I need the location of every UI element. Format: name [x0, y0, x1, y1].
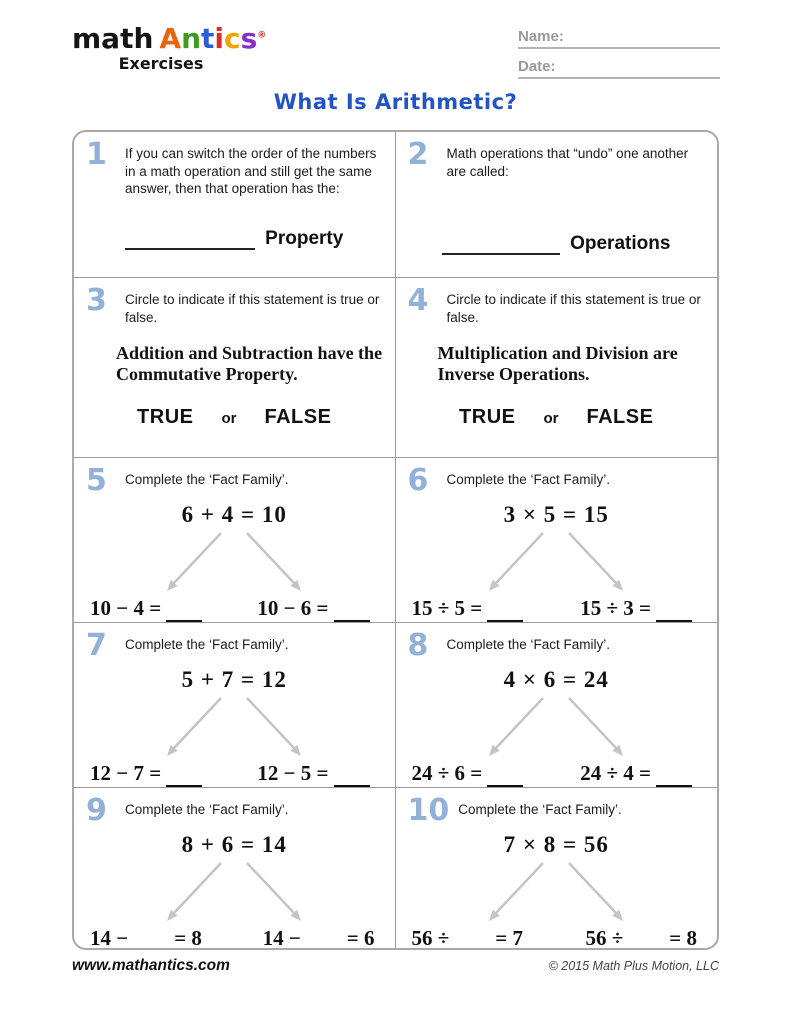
copyright-text: © 2015 Math Plus Motion, LLC [548, 959, 719, 973]
fact-equation: 4 × 6 = 24 [503, 666, 609, 692]
answer-blank[interactable] [487, 607, 523, 622]
option-or-label: or [543, 410, 559, 428]
problem-2 [396, 132, 718, 278]
problem-prompt: Complete the ‘Fact Family’. [125, 802, 289, 817]
statement-text: Multiplication and Division are Inverse Operations. [437, 343, 678, 384]
worksheet-title: What Is Arithmetic? [273, 90, 518, 114]
fact-right: 15 ÷ 3 = [580, 596, 697, 622]
problem-number: 3 [86, 283, 107, 318]
problem-number: 4 [407, 283, 429, 318]
problem-prompt: Complete the ‘Fact Family’. [125, 472, 289, 487]
date-label: Date: [518, 58, 556, 75]
problem-7 [74, 623, 396, 788]
answer-blank[interactable] [442, 239, 560, 255]
logo-subtitle: Exercises [118, 54, 204, 74]
problem-number: 1 [86, 137, 107, 172]
registered-trademark-icon: ® [257, 30, 267, 41]
fact-right: 10 − 6 = [257, 596, 374, 622]
fact-left: 14 − = 8 [90, 925, 202, 950]
problem-prompt: Complete the ‘Fact Family’. [446, 637, 611, 652]
option-false[interactable]: FALSE [264, 406, 332, 429]
logo-word-math: math [72, 22, 154, 55]
fact-left: 12 − 7 = [90, 761, 207, 787]
answer-blank[interactable] [656, 607, 692, 622]
answer-blank[interactable] [454, 937, 490, 951]
fact-family-arrows-icon [451, 695, 661, 761]
fact-right: 24 ÷ 4 = [580, 761, 697, 787]
problem-prompt: Complete the ‘Fact Family’. [125, 637, 289, 652]
problem-number: 2 [407, 137, 429, 172]
fact-right: 14 − = 6 [262, 925, 375, 950]
name-date-block [518, 28, 720, 88]
fact-equation: 7 × 8 = 56 [503, 831, 609, 857]
answer-blank[interactable] [166, 607, 202, 622]
answer-blank[interactable] [133, 937, 169, 951]
fact-family-arrows-icon [129, 860, 339, 926]
answer-blank[interactable] [487, 772, 523, 787]
problem-number: 10 [407, 793, 450, 828]
problem-number: 9 [86, 793, 107, 828]
problem-10 [396, 788, 718, 950]
problem-number: 8 [407, 628, 429, 663]
fact-equation: 6 + 4 = 10 [181, 501, 287, 527]
problem-prompt: Circle to indicate if this statement is true or false. [446, 292, 701, 325]
answer-blank[interactable] [334, 607, 370, 622]
problem-number: 7 [86, 628, 107, 663]
problem-9 [74, 788, 396, 950]
fact-family-arrows-icon [451, 530, 661, 596]
fact-right: 56 ÷ = 8 [585, 925, 697, 950]
fact-family-arrows-icon [129, 530, 339, 596]
answer-blank[interactable] [334, 772, 370, 787]
fact-equation: 5 + 7 = 12 [181, 666, 287, 692]
problem-grid [72, 130, 719, 950]
fact-family-arrows-icon [451, 860, 661, 926]
fact-family-arrows-icon [129, 695, 339, 761]
answer-blank[interactable] [656, 772, 692, 787]
option-true[interactable]: TRUE [459, 406, 516, 429]
answer-blank[interactable] [166, 772, 202, 787]
page-footer [72, 957, 719, 975]
name-field[interactable] [518, 28, 720, 49]
problem-3 [74, 278, 396, 458]
fact-left: 24 ÷ 6 = [412, 761, 529, 787]
answer-blank[interactable] [125, 234, 255, 250]
math-antics-logo [72, 22, 267, 74]
problem-8 [396, 623, 718, 788]
problem-prompt: If you can switch the order of the numbers in a math operation and still get the same answer, then that operation has the: [125, 146, 377, 197]
problem-4 [396, 278, 718, 458]
date-field[interactable] [518, 58, 720, 79]
fact-left: 56 ÷ = 7 [411, 925, 523, 950]
statement-text: Addition and Subtraction have the Commutative Property. [116, 343, 383, 384]
fact-equation: 3 × 5 = 15 [503, 501, 609, 527]
logo-word-antics: Antics [159, 22, 258, 55]
answer-blank[interactable] [628, 937, 664, 951]
answer-blank[interactable] [306, 937, 342, 951]
logo-wordmark [72, 22, 267, 55]
problem-number: 5 [86, 463, 107, 498]
option-false[interactable]: FALSE [586, 406, 654, 429]
problem-number: 6 [407, 463, 429, 498]
answer-label: Property [265, 227, 344, 249]
problem-6 [396, 458, 718, 623]
option-true[interactable]: TRUE [137, 406, 194, 429]
fact-right: 12 − 5 = [257, 761, 374, 787]
problem-5 [74, 458, 396, 623]
problem-prompt: Complete the ‘Fact Family’. [446, 472, 611, 487]
fact-equation: 8 + 6 = 14 [181, 831, 287, 857]
option-or-label: or [221, 410, 237, 428]
answer-label: Operations [570, 233, 671, 255]
fact-left: 15 ÷ 5 = [412, 596, 529, 622]
fact-left: 10 − 4 = [90, 596, 207, 622]
problem-prompt: Circle to indicate if this statement is true or false. [125, 292, 380, 325]
problem-prompt: Math operations that “undo” one another are called: [446, 146, 689, 179]
problem-1 [74, 132, 396, 278]
name-label: Name: [518, 28, 564, 45]
website-link[interactable]: www.mathantics.com [72, 957, 230, 974]
problem-prompt: Complete the ‘Fact Family’. [458, 802, 622, 817]
